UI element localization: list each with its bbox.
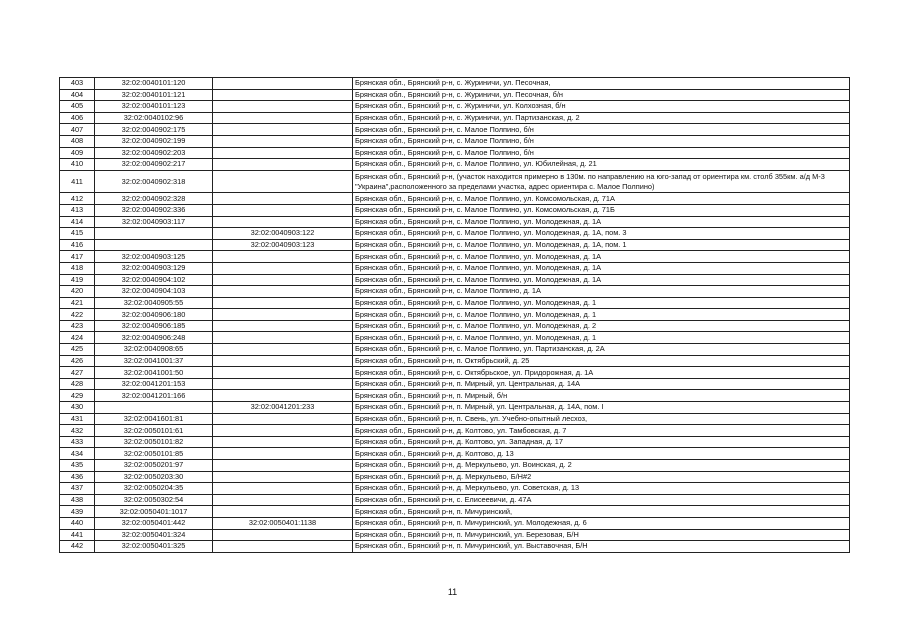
address-cell: Брянская обл., Брянский р-н, д. Меркульево, ул. Советская, д. 13 [353,483,850,495]
related-cadastral-number-cell [213,483,353,495]
table-row [60,262,850,274]
row-number-cell: 433 [60,436,95,448]
address-cell: Брянская обл., Брянский р-н, с. Малое Полпино, ул. Молодежная, д. 1 [353,332,850,344]
table-row [60,402,850,414]
cadastral-number-cell: 32:02:0040903:125 [95,251,213,263]
cadastral-number-cell: 32:02:0040902:203 [95,147,213,159]
address-cell: Брянская обл., Брянский р-н, п. Мирный, б/н [353,390,850,402]
row-number-cell: 420 [60,286,95,298]
table-row [60,147,850,159]
table-row [60,506,850,518]
address-cell: Брянская обл., Брянский р-н, с. Елисеевичи, д. 47А [353,494,850,506]
related-cadastral-number-cell [213,355,353,367]
table-row [60,159,850,171]
cadastral-number-cell: 32:02:0050101:82 [95,436,213,448]
cadastral-number-cell: 32:02:0050401:1017 [95,506,213,518]
cadastral-number-cell: 32:02:0050401:442 [95,517,213,529]
row-number-cell: 432 [60,425,95,437]
related-cadastral-number-cell [213,170,353,193]
address-cell: Брянская обл., Брянский р-н, с. Малое Полпино, ул. Комсомольская, д. 71А [353,193,850,205]
address-cell: Брянская обл., Брянский р-н, с. Малое Полпино, ул. Молодежная, д. 1 [353,309,850,321]
address-cell: Брянская обл., Брянский р-н, с. Малое Полпино, б/н [353,135,850,147]
registry-table-container [59,77,850,553]
table-row [60,344,850,356]
related-cadastral-number-cell [213,506,353,518]
address-cell: Брянская обл., Брянский р-н, п. Мичуринский, ул. Березовая, Б/Н [353,529,850,541]
table-row [60,124,850,136]
cadastral-number-cell: 32:02:0041001:50 [95,367,213,379]
row-number-cell: 404 [60,89,95,101]
cadastral-number-cell: 32:02:0050101:61 [95,425,213,437]
address-cell: Брянская обл., Брянский р-н, с. Журиничи, ул. Песочная, б/н [353,89,850,101]
cadastral-number-cell: 32:02:0050101:85 [95,448,213,460]
related-cadastral-number-cell [213,286,353,298]
table-row [60,367,850,379]
row-number-cell: 425 [60,344,95,356]
address-cell: Брянская обл., Брянский р-н, (участок находится примерно в 130м. по направлению на юго-запад от ориентира км. столб 355км. а/д М-3 "Украина",расположенного за пределами участка, адрес ориентира с. Малое Полпино) [353,170,850,193]
row-number-cell: 423 [60,320,95,332]
address-cell: Брянская обл., Брянский р-н, с. Октябрьское, ул. Придорожная, д. 1А [353,367,850,379]
related-cadastral-number-cell [213,112,353,124]
cadastral-number-cell: 32:02:0040102:96 [95,112,213,124]
table-row [60,494,850,506]
related-cadastral-number-cell [213,135,353,147]
row-number-cell: 405 [60,101,95,113]
row-number-cell: 434 [60,448,95,460]
cadastral-number-cell: 32:02:0040101:123 [95,101,213,113]
row-number-cell: 439 [60,506,95,518]
address-cell: Брянская обл., Брянский р-н, п. Мирный, ул. Центральная, д. 14А, пом. I [353,402,850,414]
table-row [60,239,850,251]
cadastral-number-cell: 32:02:0041601:81 [95,413,213,425]
table-row [60,309,850,321]
cadastral-number-cell: 32:02:0050401:325 [95,541,213,553]
registry-table [59,77,850,553]
related-cadastral-number-cell [213,216,353,228]
cadastral-number-cell: 32:02:0040902:217 [95,159,213,171]
cadastral-number-cell: 32:02:0041201:153 [95,378,213,390]
table-row [60,529,850,541]
related-cadastral-number-cell: 32:02:0041201:233 [213,402,353,414]
row-number-cell: 407 [60,124,95,136]
table-row [60,251,850,263]
page-number: 11 [447,587,458,597]
cadastral-number-cell: 32:02:0040906:180 [95,309,213,321]
table-row [60,274,850,286]
cadastral-number-cell: 32:02:0040904:102 [95,274,213,286]
address-cell: Брянская обл., Брянский р-н, д. Меркульево, Б/Н#2 [353,471,850,483]
row-number-cell: 430 [60,402,95,414]
row-number-cell: 419 [60,274,95,286]
cadastral-number-cell: 32:02:0050401:324 [95,529,213,541]
row-number-cell: 412 [60,193,95,205]
row-number-cell: 406 [60,112,95,124]
row-number-cell: 438 [60,494,95,506]
row-number-cell: 418 [60,262,95,274]
cadastral-number-cell: 32:02:0040903:117 [95,216,213,228]
row-number-cell: 441 [60,529,95,541]
table-row [60,471,850,483]
table-row [60,216,850,228]
related-cadastral-number-cell [213,413,353,425]
related-cadastral-number-cell [213,320,353,332]
table-row [60,286,850,298]
row-number-cell: 440 [60,517,95,529]
related-cadastral-number-cell [213,251,353,263]
cadastral-number-cell: 32:02:0040902:336 [95,204,213,216]
address-cell: Брянская обл., Брянский р-н, с. Малое Полпино, д. 1А [353,286,850,298]
table-row [60,448,850,460]
address-cell: Брянская обл., Брянский р-н, п. Мичуринский, ул. Молодежная, д. 6 [353,517,850,529]
cadastral-number-cell: 32:02:0050302:54 [95,494,213,506]
cadastral-number-cell [95,402,213,414]
address-cell: Брянская обл., Брянский р-н, д. Колтово, д. 13 [353,448,850,460]
cadastral-number-cell: 32:02:0040101:121 [95,89,213,101]
related-cadastral-number-cell: 32:02:0040903:122 [213,228,353,240]
address-cell: Брянская обл., Брянский р-н, с. Малое Полпино, ул. Комсомольская, д. 71Б [353,204,850,216]
address-cell: Брянская обл., Брянский р-н, п. Мирный, ул. Центральная, д. 14А [353,378,850,390]
cadastral-number-cell: 32:02:0040908:65 [95,344,213,356]
table-row [60,228,850,240]
related-cadastral-number-cell [213,101,353,113]
table-row [60,378,850,390]
table-row [60,355,850,367]
row-number-cell: 422 [60,309,95,321]
address-cell: Брянская обл., Брянский р-н, с. Малое Полпино, ул. Юбилейная, д. 21 [353,159,850,171]
table-row [60,320,850,332]
cadastral-number-cell: 32:02:0040902:175 [95,124,213,136]
address-cell: Брянская обл., Брянский р-н, д. Меркульево, ул. Воинская, д. 2 [353,460,850,472]
row-number-cell: 436 [60,471,95,483]
cadastral-number-cell: 32:02:0040903:129 [95,262,213,274]
related-cadastral-number-cell [213,448,353,460]
related-cadastral-number-cell [213,332,353,344]
cadastral-number-cell: 32:02:0040904:103 [95,286,213,298]
row-number-cell: 421 [60,297,95,309]
cadastral-number-cell: 32:02:0050203:30 [95,471,213,483]
address-cell: Брянская обл., Брянский р-н, с. Журиничи, ул. Колхозная, б/н [353,101,850,113]
table-row [60,425,850,437]
address-cell: Брянская обл., Брянский р-н, с. Малое Полпино, ул. Молодежная, д. 1А [353,262,850,274]
related-cadastral-number-cell: 32:02:0050401:1138 [213,517,353,529]
related-cadastral-number-cell [213,494,353,506]
table-row [60,204,850,216]
address-cell: Брянская обл., Брянский р-н, д. Колтово, ул. Западная, д. 17 [353,436,850,448]
address-cell: Брянская обл., Брянский р-н, с. Малое Полпино, ул. Молодежная, д. 1 [353,297,850,309]
table-row [60,483,850,495]
table-row [60,89,850,101]
row-number-cell: 435 [60,460,95,472]
address-cell: Брянская обл., Брянский р-н, с. Журиничи, ул. Партизанская, д. 2 [353,112,850,124]
cadastral-number-cell: 32:02:0040906:185 [95,320,213,332]
address-cell: Брянская обл., Брянский р-н, с. Журиничи, ул. Песочная, [353,78,850,90]
cadastral-number-cell: 32:02:0050204:35 [95,483,213,495]
address-cell: Брянская обл., Брянский р-н, д. Колтово, ул. Тамбовская, д. 7 [353,425,850,437]
row-number-cell: 424 [60,332,95,344]
related-cadastral-number-cell [213,193,353,205]
row-number-cell: 417 [60,251,95,263]
table-row [60,78,850,90]
related-cadastral-number-cell [213,390,353,402]
row-number-cell: 413 [60,204,95,216]
related-cadastral-number-cell [213,159,353,171]
table-row [60,460,850,472]
related-cadastral-number-cell [213,147,353,159]
address-cell: Брянская обл., Брянский р-н, с. Малое Полпино, ул. Молодежная, д. 1А [353,251,850,263]
related-cadastral-number-cell [213,78,353,90]
related-cadastral-number-cell [213,309,353,321]
address-cell: Брянская обл., Брянский р-н, с. Малое Полпино, б/н [353,124,850,136]
related-cadastral-number-cell [213,262,353,274]
row-number-cell: 431 [60,413,95,425]
address-cell: Брянская обл., Брянский р-н, с. Малое Полпино, ул. Молодежная, д. 1А, пом. 1 [353,239,850,251]
related-cadastral-number-cell [213,378,353,390]
related-cadastral-number-cell [213,529,353,541]
row-number-cell: 429 [60,390,95,402]
address-cell: Брянская обл., Брянский р-н, с. Малое Полпино, ул. Молодежная, д. 1А, пом. 3 [353,228,850,240]
cadastral-number-cell: 32:02:0041001:37 [95,355,213,367]
cadastral-number-cell [95,239,213,251]
table-row [60,101,850,113]
cadastral-number-cell: 32:02:0040902:318 [95,170,213,193]
cadastral-number-cell: 32:02:0041201:166 [95,390,213,402]
cadastral-number-cell: 32:02:0040902:199 [95,135,213,147]
table-row [60,193,850,205]
related-cadastral-number-cell [213,204,353,216]
row-number-cell: 414 [60,216,95,228]
row-number-cell: 409 [60,147,95,159]
address-cell: Брянская обл., Брянский р-н, п. Мичуринский, [353,506,850,518]
address-cell: Брянская обл., Брянский р-н, с. Малое Полпино, ул. Молодежная, д. 2 [353,320,850,332]
cadastral-number-cell: 32:02:0050201:97 [95,460,213,472]
table-row [60,170,850,193]
address-cell: Брянская обл., Брянский р-н, с. Малое Полпино, б/н [353,147,850,159]
related-cadastral-number-cell: 32:02:0040903:123 [213,239,353,251]
address-cell: Брянская обл., Брянский р-н, с. Малое Полпино, ул. Молодежная, д. 1А [353,274,850,286]
address-cell: Брянская обл., Брянский р-н, п. Свень, ул. Учебно-опытный лесхоз, [353,413,850,425]
row-number-cell: 408 [60,135,95,147]
cadastral-number-cell: 32:02:0040906:248 [95,332,213,344]
address-cell: Брянская обл., Брянский р-н, п. Октябрьский, д. 25 [353,355,850,367]
address-cell: Брянская обл., Брянский р-н, п. Мичуринский, ул. Выставочная, Б/Н [353,541,850,553]
related-cadastral-number-cell [213,460,353,472]
table-row [60,413,850,425]
row-number-cell: 428 [60,378,95,390]
table-row [60,541,850,553]
related-cadastral-number-cell [213,367,353,379]
cadastral-number-cell: 32:02:0040902:328 [95,193,213,205]
row-number-cell: 416 [60,239,95,251]
related-cadastral-number-cell [213,436,353,448]
cadastral-number-cell: 32:02:0040101:120 [95,78,213,90]
table-row [60,297,850,309]
address-cell: Брянская обл., Брянский р-н, с. Малое Полпино, ул. Партизанская, д. 2А [353,344,850,356]
related-cadastral-number-cell [213,425,353,437]
row-number-cell: 410 [60,159,95,171]
related-cadastral-number-cell [213,471,353,483]
table-row [60,332,850,344]
related-cadastral-number-cell [213,297,353,309]
table-row [60,135,850,147]
row-number-cell: 426 [60,355,95,367]
row-number-cell: 442 [60,541,95,553]
table-row [60,517,850,529]
address-cell: Брянская обл., Брянский р-н, с. Малое Полпино, ул. Молодежная, д. 1А [353,216,850,228]
related-cadastral-number-cell [213,89,353,101]
related-cadastral-number-cell [213,541,353,553]
row-number-cell: 437 [60,483,95,495]
row-number-cell: 403 [60,78,95,90]
related-cadastral-number-cell [213,124,353,136]
table-row [60,112,850,124]
row-number-cell: 411 [60,170,95,193]
related-cadastral-number-cell [213,344,353,356]
cadastral-number-cell: 32:02:0040905:55 [95,297,213,309]
related-cadastral-number-cell [213,274,353,286]
cadastral-number-cell [95,228,213,240]
row-number-cell: 427 [60,367,95,379]
registry-table-body [60,78,850,553]
row-number-cell: 415 [60,228,95,240]
table-row [60,390,850,402]
table-row [60,436,850,448]
